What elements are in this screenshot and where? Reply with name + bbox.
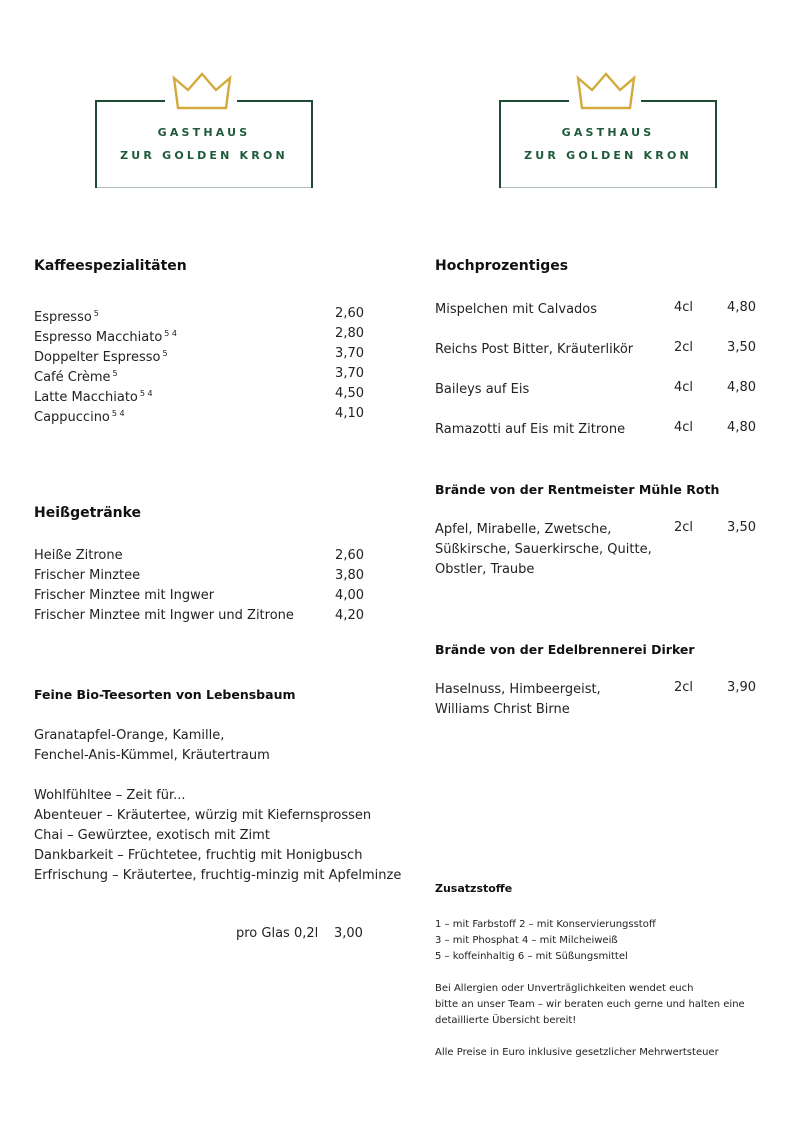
logo-line1: GASTHAUS bbox=[561, 126, 655, 139]
logo-line2: ZUR GOLDEN KRON bbox=[120, 149, 288, 162]
menu-price: 4,00 bbox=[335, 588, 364, 603]
wohlfuehltee-title: Wohlfühltee – Zeit für... bbox=[34, 788, 186, 803]
menu-price: 4,80 bbox=[727, 380, 756, 395]
menu-price: 4,20 bbox=[335, 608, 364, 623]
menu-item: Espresso $^5$ bbox=[34, 309, 99, 325]
wohlfuehltee-line: Erfrischung – Kräutertee, fruchtig-minzig mit Apfelminze bbox=[34, 868, 402, 883]
menu-price: 2,80 bbox=[335, 326, 364, 341]
tee-glas-label: pro Glas 0,2l bbox=[236, 926, 319, 941]
menu-item: Baileys auf Eis bbox=[435, 382, 530, 397]
menu-item: Heiße Zitrone bbox=[34, 548, 123, 563]
menu-quantity: 4cl bbox=[674, 300, 694, 315]
menu-quantity: 2cl bbox=[674, 520, 694, 535]
section-title-heiss: Heißgetränke bbox=[34, 505, 142, 521]
crown-icon bbox=[574, 70, 638, 112]
menu-quantity: 4cl bbox=[674, 420, 694, 435]
menu-price: 4,80 bbox=[727, 420, 756, 435]
menu-item: Cappuccino $^{5 4}$ bbox=[34, 409, 125, 425]
brand-line: Haselnuss, Himbeergeist, bbox=[435, 682, 601, 697]
section-title-hoch: Hochprozentiges bbox=[435, 258, 569, 274]
menu-item: Espresso Macchiato $^{5 4}$ bbox=[34, 329, 178, 345]
brand-line: Süßkirsche, Sauerkirsche, Quitte, bbox=[435, 542, 652, 557]
tee-sorten-line: Granatapfel-Orange, Kamille, bbox=[34, 728, 225, 743]
menu-quantity: 2cl bbox=[674, 680, 694, 695]
menu-price: 3,90 bbox=[727, 680, 756, 695]
tee-sorten-line: Fenchel-Anis-Kümmel, Kräutertraum bbox=[34, 748, 270, 763]
menu-item: Café Crème $^5$ bbox=[34, 369, 118, 385]
zusatz-line: 1 – mit Farbstoff 2 – mit Konservierungsstoff bbox=[435, 919, 656, 930]
menu-price: 2,60 bbox=[335, 548, 364, 563]
menu-price: 3,70 bbox=[335, 346, 364, 361]
menu-price: 3,70 bbox=[335, 366, 364, 381]
crown-icon bbox=[170, 70, 234, 112]
wohlfuehltee-line: Chai – Gewürztee, exotisch mit Zimt bbox=[34, 828, 270, 843]
brand-line: Obstler, Traube bbox=[435, 562, 535, 577]
menu-price: 3,50 bbox=[727, 520, 756, 535]
wohlfuehltee-line: Abenteuer – Kräutertee, würzig mit Kiefernsprossen bbox=[34, 808, 372, 823]
menu-item: Frischer Minztee mit Ingwer bbox=[34, 588, 215, 603]
section-title-kaffee: Kaffeespezialitäten bbox=[34, 258, 187, 274]
allergie-line: Bei Allergien oder Unverträglichkeiten wendet euch bbox=[435, 983, 694, 994]
menu-item: Mispelchen mit Calvados bbox=[435, 302, 598, 317]
menu-price: 4,80 bbox=[727, 300, 756, 315]
menu-item: Frischer Minztee mit Ingwer und Zitrone bbox=[34, 608, 294, 623]
brand-line: Apfel, Mirabelle, Zwetsche, bbox=[435, 522, 612, 537]
menu-price: 4,10 bbox=[335, 406, 364, 421]
menu-item: Doppelter Espresso $^5$ bbox=[34, 349, 168, 365]
menu-price: 4,50 bbox=[335, 386, 364, 401]
section-title-zusatz: Zusatzstoffe bbox=[435, 882, 513, 895]
brand-line: Williams Christ Birne bbox=[435, 702, 570, 717]
section-title-dirker: Brände von der Edelbrennerei Dirker bbox=[435, 642, 695, 657]
zusatz-line: 3 – mit Phosphat 4 – mit Milcheiweiß bbox=[435, 935, 618, 946]
zusatz-line: 5 – koffeinhaltig 6 – mit Süßungsmittel bbox=[435, 951, 628, 962]
menu-quantity: 2cl bbox=[674, 340, 694, 355]
menu-quantity: 4cl bbox=[674, 380, 694, 395]
menu-item: Latte Macchiato $^{5 4}$ bbox=[34, 389, 153, 405]
preise-hinweis: Alle Preise in Euro inklusive gesetzlicher Mehrwertsteuer bbox=[435, 1047, 719, 1058]
menu-item: Reichs Post Bitter, Kräuterlikör bbox=[435, 342, 634, 357]
section-title-rentmeister: Brände von der Rentmeister Mühle Roth bbox=[435, 482, 720, 497]
allergie-line: bitte an unser Team – wir beraten euch gerne und halten eine bbox=[435, 999, 745, 1010]
logo-left bbox=[95, 70, 313, 188]
menu-price: 3,80 bbox=[335, 568, 364, 583]
logo-line2: ZUR GOLDEN KRON bbox=[524, 149, 692, 162]
menu-price: 2,60 bbox=[335, 306, 364, 321]
logo-line1: GASTHAUS bbox=[157, 126, 251, 139]
menu-item: Frischer Minztee bbox=[34, 568, 141, 583]
allergie-line: detaillierte Übersicht bereit! bbox=[435, 1015, 577, 1026]
logo-right bbox=[499, 70, 717, 188]
tee-glas-price: 3,00 bbox=[334, 926, 363, 941]
menu-item: Ramazotti auf Eis mit Zitrone bbox=[435, 422, 626, 437]
wohlfuehltee-line: Dankbarkeit – Früchtetee, fruchtig mit Honigbusch bbox=[34, 848, 363, 863]
section-title-tee: Feine Bio-Teesorten von Lebensbaum bbox=[34, 687, 296, 702]
menu-price: 3,50 bbox=[727, 340, 756, 355]
